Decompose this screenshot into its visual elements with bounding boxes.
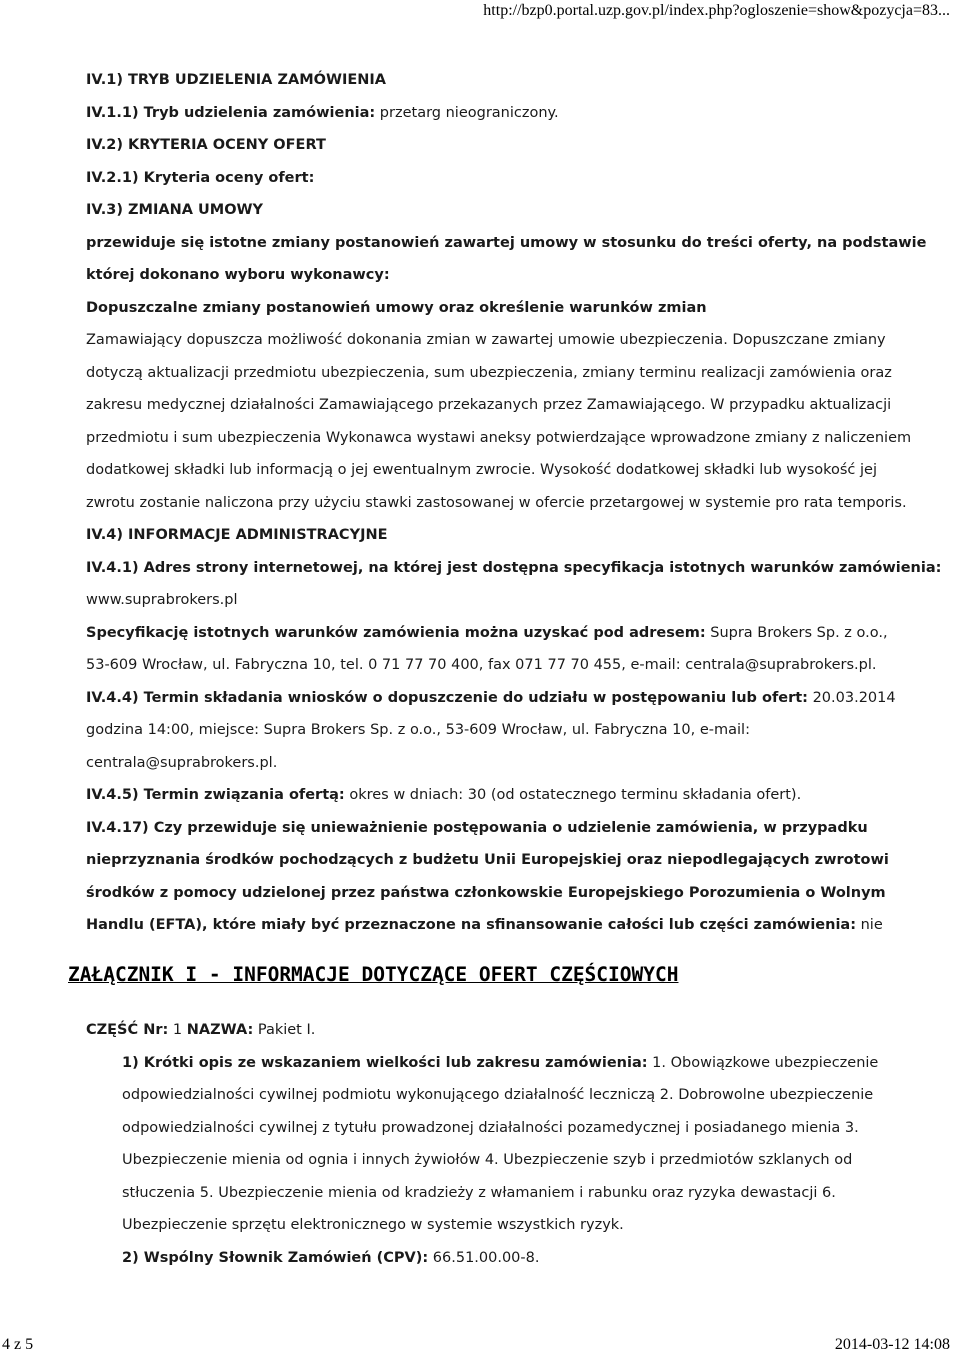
name-value: Pakiet I. [253, 1022, 316, 1038]
paragraph-line: zakresu medycznej działalności Zamawiającego przekazanych przez Zamawiającego. W przypadku aktualizacji [86, 397, 892, 413]
description-row [122, 1047, 906, 1080]
paragraph-line: odpowiedzialności cywilnej podmiotu wykonującego działalność leczniczą 2. Dobrowolne ubezpieczenie [122, 1087, 874, 1103]
siwz-address-row [86, 617, 886, 650]
field-value: przetarg nieograniczony. [375, 104, 559, 121]
print-datetime: 2014-03-12 14:08 [834, 1336, 950, 1353]
subsection-heading: Dopuszczalne zmiany postanowień umowy oraz określenie warunków zmian [86, 299, 707, 316]
website-link[interactable]: www.suprabrokers.pl [86, 592, 238, 608]
field-value: 66.51.00.00-8. [428, 1249, 540, 1266]
part-number: 1 [168, 1022, 187, 1038]
field-label: 1) Krótki opis ze wskazaniem wielkości lub zakresu zamówienia: [122, 1054, 648, 1071]
deadline-row [86, 682, 896, 715]
section-heading: IV.1) TRYB UDZIELENIA ZAMÓWIENIA [86, 72, 386, 88]
binding-period-row [86, 779, 886, 812]
notice-content [86, 64, 942, 942]
field-label: Specyfikację istotnych warunków zamówienia można uzyskać pod adresem: [86, 624, 706, 641]
page-number: 4 z 5 [2, 1336, 34, 1353]
paragraph-line: godzina 14:00, miejsce: Supra Brokers Sp. z o.o., 53-609 Wrocław, ul. Fabryczna 10, e-mail: [86, 722, 750, 738]
paragraph-line: IV.4.17) Czy przewiduje się unieważnienie postępowania o udzielenie zamówienia, w przypadku [86, 819, 868, 836]
paragraph-line: Ubezpieczenie sprzętu elektronicznego w systemie wszystkich ryzyk. [122, 1217, 624, 1233]
procedure-mode-row [86, 97, 886, 130]
paragraph-line: stłuczenia 5. Ubezpieczenie mienia od kradzieży z włamaniem i rabunku oraz ryzyka dewastacji 6. [122, 1184, 836, 1201]
cpv-row [122, 1242, 906, 1275]
paragraph-line: dodatkowej składki lub informacją o jej ewentualnym zwrocie. Wysokość dodatkowej składki lub wysokość jej [86, 462, 877, 478]
paragraph-line: nieprzyznania środków pochodzących z budżetu Unii Europejskiej oraz niepodlegających zwrotowi [86, 852, 889, 868]
annex-part [86, 1014, 906, 1274]
paragraph-line: 53-609 Wrocław, ul. Fabryczna 10, tel. 0 71 77 70 400, fax 071 77 70 455, e-mail: centrala@suprabrokers.pl. [86, 657, 877, 673]
section-heading: IV.3) ZMIANA UMOWY [86, 202, 264, 218]
field-label: IV.4.5) Termin związania ofertą: [86, 787, 345, 803]
field-label: IV.4.1) Adres strony internetowej, na której jest dostępna specyfikacja istotnych warunków zamówienia: [86, 559, 942, 576]
part-label: CZĘŚĆ Nr: [86, 1022, 169, 1038]
paragraph-line: Zamawiający dopuszcza możliwość dokonania zmian w zawartej umowie ubezpieczenia. Dopuszczane zmiany [86, 332, 886, 348]
paragraph-line: dotyczą aktualizacji przedmiotu ubezpieczenia, sum ubezpieczenia, zmiany terminu realizacji zamówienia oraz [86, 364, 892, 381]
email-link[interactable]: centrala@suprabrokers.pl. [86, 754, 278, 771]
paragraph-line: środków z pomocy udzielonej przez państwa członkowskie Europejskiego Porozumienia o Wolnym [86, 884, 886, 901]
paragraph-line: przedmiotu i sum ubezpieczenia Wykonawca wystawi aneksy potwierdzające wprowadzone zmiany z naliczeniem [86, 429, 912, 446]
paragraph-line: której dokonano wyboru wykonawcy: [86, 267, 390, 283]
field-label: 2) Wspólny Słownik Zamówień (CPV): [122, 1249, 429, 1266]
part-details [86, 1047, 906, 1275]
field-value: okres w dniach: 30 (od ostatecznego terminu składania ofert). [344, 787, 802, 803]
field-label: IV.4.4) Termin składania wniosków o dopuszczenie do udziału w postępowaniu lub ofert: [86, 689, 808, 706]
field-label: IV.1.1) Tryb udzielenia zamówienia: [86, 104, 376, 121]
field-value: Supra Brokers Sp. z o.o., [705, 624, 888, 641]
criteria-label: IV.2.1) Kryteria oceny ofert: [86, 169, 315, 186]
part-header-row [86, 1014, 906, 1047]
name-label: NAZWA: [186, 1022, 254, 1038]
field-value: 1. Obowiązkowe ubezpieczenie [647, 1054, 879, 1071]
print-header-url: http://bzp0.portal.uzp.gov.pl/index.php?ogloszenie=show&pozycja=83... [483, 2, 950, 19]
paragraph-line: zwrotu zostanie naliczona przy użyciu stawki zastosowanej w ofercie przetargowej w systemie pro rata temporis. [86, 494, 907, 511]
paragraph-line: odpowiedzialności cywilnej z tytułu prowadzonej działalności pozamedycznej i posiadanego mienia 3. [122, 1119, 859, 1136]
section-heading: IV.2) KRYTERIA OCENY OFERT [86, 137, 326, 153]
field-label: Handlu (EFTA), które miały być przeznaczone na sfinansowanie całości lub części zamówienia: [86, 917, 856, 933]
field-value: 20.03.2014 [807, 689, 896, 706]
section-heading: IV.4) INFORMACJE ADMINISTRACYJNE [86, 527, 388, 543]
paragraph-line: Ubezpieczenie mienia od ognia i innych żywiołów 4. Ubezpieczenie szyb i przedmiotów szklanych od [122, 1152, 853, 1168]
paragraph-line: przewiduje się istotne zmiany postanowień zawartej umowy w stosunku do treści oferty, na podstawie [86, 234, 927, 251]
annulment-row [86, 909, 886, 942]
annex-title: ZAŁĄCZNIK I - INFORMACJE DOTYCZĄCE OFERT CZĘŚCIOWYCH [68, 963, 679, 986]
field-value: nie [856, 917, 883, 933]
